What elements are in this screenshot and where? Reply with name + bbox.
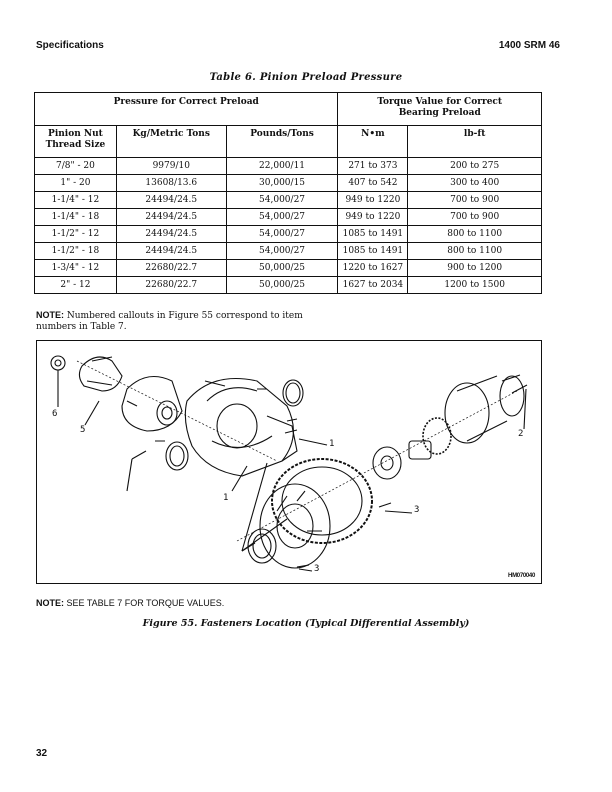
note-label: NOTE:: [36, 310, 64, 320]
note-torque: [36, 598, 224, 608]
cell-pounds-tons: 54,000/27: [226, 192, 338, 209]
table-row: [35, 175, 542, 192]
cell-thread-size: 2" - 12: [35, 277, 117, 294]
table-row: [35, 243, 542, 260]
cell-kg-metric-tons: 24494/24.5: [116, 209, 226, 226]
manual-number: 1400 SRM 46: [498, 40, 560, 51]
cell-torque-nm: 1085 to 1491: [338, 226, 408, 243]
figure-code: HM070040: [508, 573, 535, 579]
cell-torque-nm: 949 to 1220: [338, 209, 408, 226]
cell-torque-nm: 407 to 542: [338, 175, 408, 192]
cell-pounds-tons: 30,000/15: [226, 175, 338, 192]
cell-torque-lbft: 800 to 1100: [408, 226, 542, 243]
cell-kg-metric-tons: 22680/22.7: [116, 260, 226, 277]
section-header: Specifications: [36, 40, 104, 51]
cell-pounds-tons: 54,000/27: [226, 243, 338, 260]
column-header-row: [35, 126, 542, 158]
cell-pounds-tons: 22,000/11: [226, 158, 338, 175]
cell-torque-lbft: 1200 to 1500: [408, 277, 542, 294]
cell-kg-metric-tons: 24494/24.5: [116, 243, 226, 260]
group-header-torque: Torque Value for Correct Bearing Preload: [338, 93, 542, 126]
cell-torque-lbft: 900 to 1200: [408, 260, 542, 277]
cell-thread-size: 1" - 20: [35, 175, 117, 192]
callout-1-right: 1: [329, 439, 335, 449]
cell-thread-size: 7/8" - 20: [35, 158, 117, 175]
col-header-nm: N•m: [338, 126, 408, 158]
exploded-view-drawing: [37, 341, 541, 583]
page-number: 32: [36, 748, 48, 759]
cell-torque-lbft: 700 to 900: [408, 192, 542, 209]
col-header-pounds: Pounds/Tons: [226, 126, 338, 158]
figure-differential-assembly: [36, 340, 542, 584]
cell-thread-size: 1-1/4" - 12: [35, 192, 117, 209]
cell-pounds-tons: 54,000/27: [226, 226, 338, 243]
cell-pounds-tons: 50,000/25: [226, 260, 338, 277]
pinion-preload-table: [34, 92, 542, 294]
table-row: [35, 277, 542, 294]
cell-kg-metric-tons: 22680/22.7: [116, 277, 226, 294]
callout-1-bottom: 1: [223, 493, 229, 503]
col-header-thread-size: Pinion Nut Thread Size: [35, 126, 117, 158]
cell-kg-metric-tons: 24494/24.5: [116, 192, 226, 209]
callout-5: 5: [80, 425, 86, 435]
col-header-lbft: lb-ft: [408, 126, 542, 158]
cell-pounds-tons: 54,000/27: [226, 209, 338, 226]
callout-2: 2: [518, 429, 524, 439]
callout-6: 6: [52, 409, 58, 419]
figure-caption: Figure 55. Fasteners Location (Typical Differential Assembly): [142, 618, 470, 629]
cell-torque-nm: 271 to 373: [338, 158, 408, 175]
cell-pounds-tons: 50,000/25: [226, 277, 338, 294]
note-text: SEE TABLE 7 FOR TORQUE VALUES.: [64, 598, 225, 608]
table-row: [35, 158, 542, 175]
group-header-row: [35, 93, 542, 126]
col-header-kg: Kg/Metric Tons: [116, 126, 226, 158]
note-label: NOTE:: [36, 598, 64, 608]
cell-thread-size: 1-1/4" - 18: [35, 209, 117, 226]
cell-torque-lbft: 200 to 275: [408, 158, 542, 175]
table-row: [35, 226, 542, 243]
table-row: [35, 260, 542, 277]
cell-torque-nm: 1085 to 1491: [338, 243, 408, 260]
table-row: [35, 209, 542, 226]
cell-thread-size: 1-1/2" - 18: [35, 243, 117, 260]
cell-thread-size: 1-1/2" - 12: [35, 226, 117, 243]
cell-torque-lbft: 700 to 900: [408, 209, 542, 226]
cell-thread-size: 1-3/4" - 12: [35, 260, 117, 277]
cell-torque-nm: 949 to 1220: [338, 192, 408, 209]
cell-torque-nm: 1627 to 2034: [338, 277, 408, 294]
cell-kg-metric-tons: 9979/10: [116, 158, 226, 175]
cell-kg-metric-tons: 13608/13.6: [116, 175, 226, 192]
note-callouts: [36, 310, 316, 333]
cell-torque-nm: 1220 to 1627: [338, 260, 408, 277]
cell-torque-lbft: 300 to 400: [408, 175, 542, 192]
note-text: Numbered callouts in Figure 55 correspond to item numbers in Table 7.: [36, 311, 303, 332]
callout-3-right: 3: [414, 505, 420, 515]
callout-3-bottom: 3: [314, 564, 320, 574]
table-title: Table 6. Pinion Preload Pressure: [209, 72, 403, 83]
cell-torque-lbft: 800 to 1100: [408, 243, 542, 260]
table-row: [35, 192, 542, 209]
group-header-pressure: Pressure for Correct Preload: [35, 93, 338, 126]
cell-kg-metric-tons: 24494/24.5: [116, 226, 226, 243]
